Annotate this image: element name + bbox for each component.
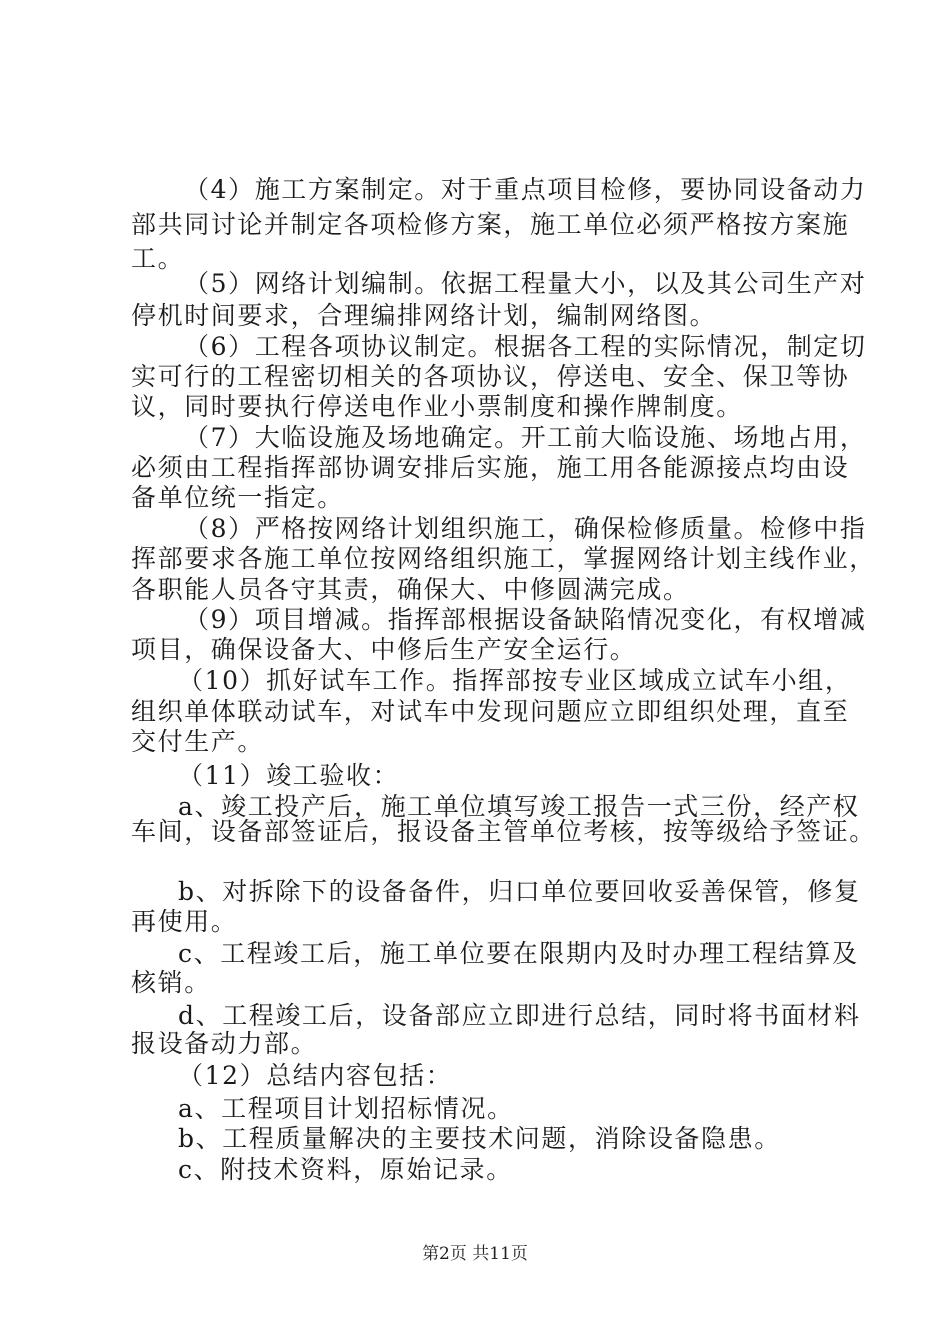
text-line: 核销。 (131, 968, 211, 997)
text-line: a、竣工投产后，施工单位填写竣工报告一式三份，经产权 (178, 792, 860, 821)
text-line: 组织单体联动试车，对试车中发现问题应立即组织处理，直至 (131, 697, 850, 726)
text-line: （9）项目增减。指挥部根据设备缺陷情况变化，有权增减 (184, 605, 867, 634)
text-line: 再使用。 (131, 907, 238, 936)
text-line: （12）总结内容包括： (178, 1061, 453, 1090)
text-line: （5）网络计划编制。依据工程量大小，以及其公司生产对 (184, 269, 867, 298)
text-line: b、工程质量解决的主要技术问题，消除设备隐患。 (178, 1124, 781, 1153)
text-line: a、工程项目计划招标情况。 (178, 1094, 514, 1123)
text-line: （8）严格按网络计划组织施工，确保检修质量。检修中指 (184, 514, 867, 543)
text-line: 议，同时要执行停送电作业小票制度和操作牌制度。 (131, 392, 743, 421)
text-line: （11）竣工验收： (178, 761, 400, 790)
text-line: 必须由工程指挥部协调安排后实施，施工用各能源接点均由设 (131, 453, 850, 482)
text-line: 车间，设备部签证后，报设备主管单位考核，按等级给予签证。 (131, 817, 876, 846)
text-line: 部共同讨论并制定各项检修方案，施工单位必须严格按方案施 (131, 210, 850, 239)
text-line: 工。 (131, 244, 185, 273)
text-line: （6）工程各项协议制定。根据各工程的实际情况，制定切 (184, 332, 867, 361)
text-line: （10）抓好试车工作。指挥部按专业区域成立试车小组， (178, 666, 852, 695)
text-line: （7）大临设施及场地确定。开工前大临设施、场地占用， (184, 423, 867, 452)
text-line: 停机时间要求，合理编排网络计划，编制网络图。 (131, 301, 717, 330)
text-line: 挥部要求各施工单位按网络组织施工，掌握网络计划主线作业， (131, 544, 876, 573)
text-line: 报设备动力部。 (131, 1029, 318, 1058)
page-footer: 第2页 共11页 (422, 1244, 528, 1264)
text-line: 实可行的工程密切相关的各项协议，停送电、安全、保卫等协 (131, 362, 850, 391)
text-line: 交付生产。 (131, 727, 265, 756)
text-line: c、附技术资料，原始记录。 (178, 1155, 513, 1184)
text-line: 项目，确保设备大、中修后生产安全运行。 (131, 635, 637, 664)
text-line: b、对拆除下的设备备件，归口单位要回收妥善保管，修复 (178, 877, 861, 906)
text-line: c、工程竣工后，施工单位要在限期内及时办理工程结算及 (178, 939, 859, 968)
text-line: 备单位统一指定。 (131, 483, 344, 512)
text-line: （4）施工方案制定。对于重点项目检修，要协同设备动力 (184, 175, 867, 204)
text-line: 各职能人员各守其责，确保大、中修圆满完成。 (131, 575, 690, 604)
text-line: d、工程竣工后，设备部应立即进行总结，同时将书面材料 (178, 1001, 861, 1030)
